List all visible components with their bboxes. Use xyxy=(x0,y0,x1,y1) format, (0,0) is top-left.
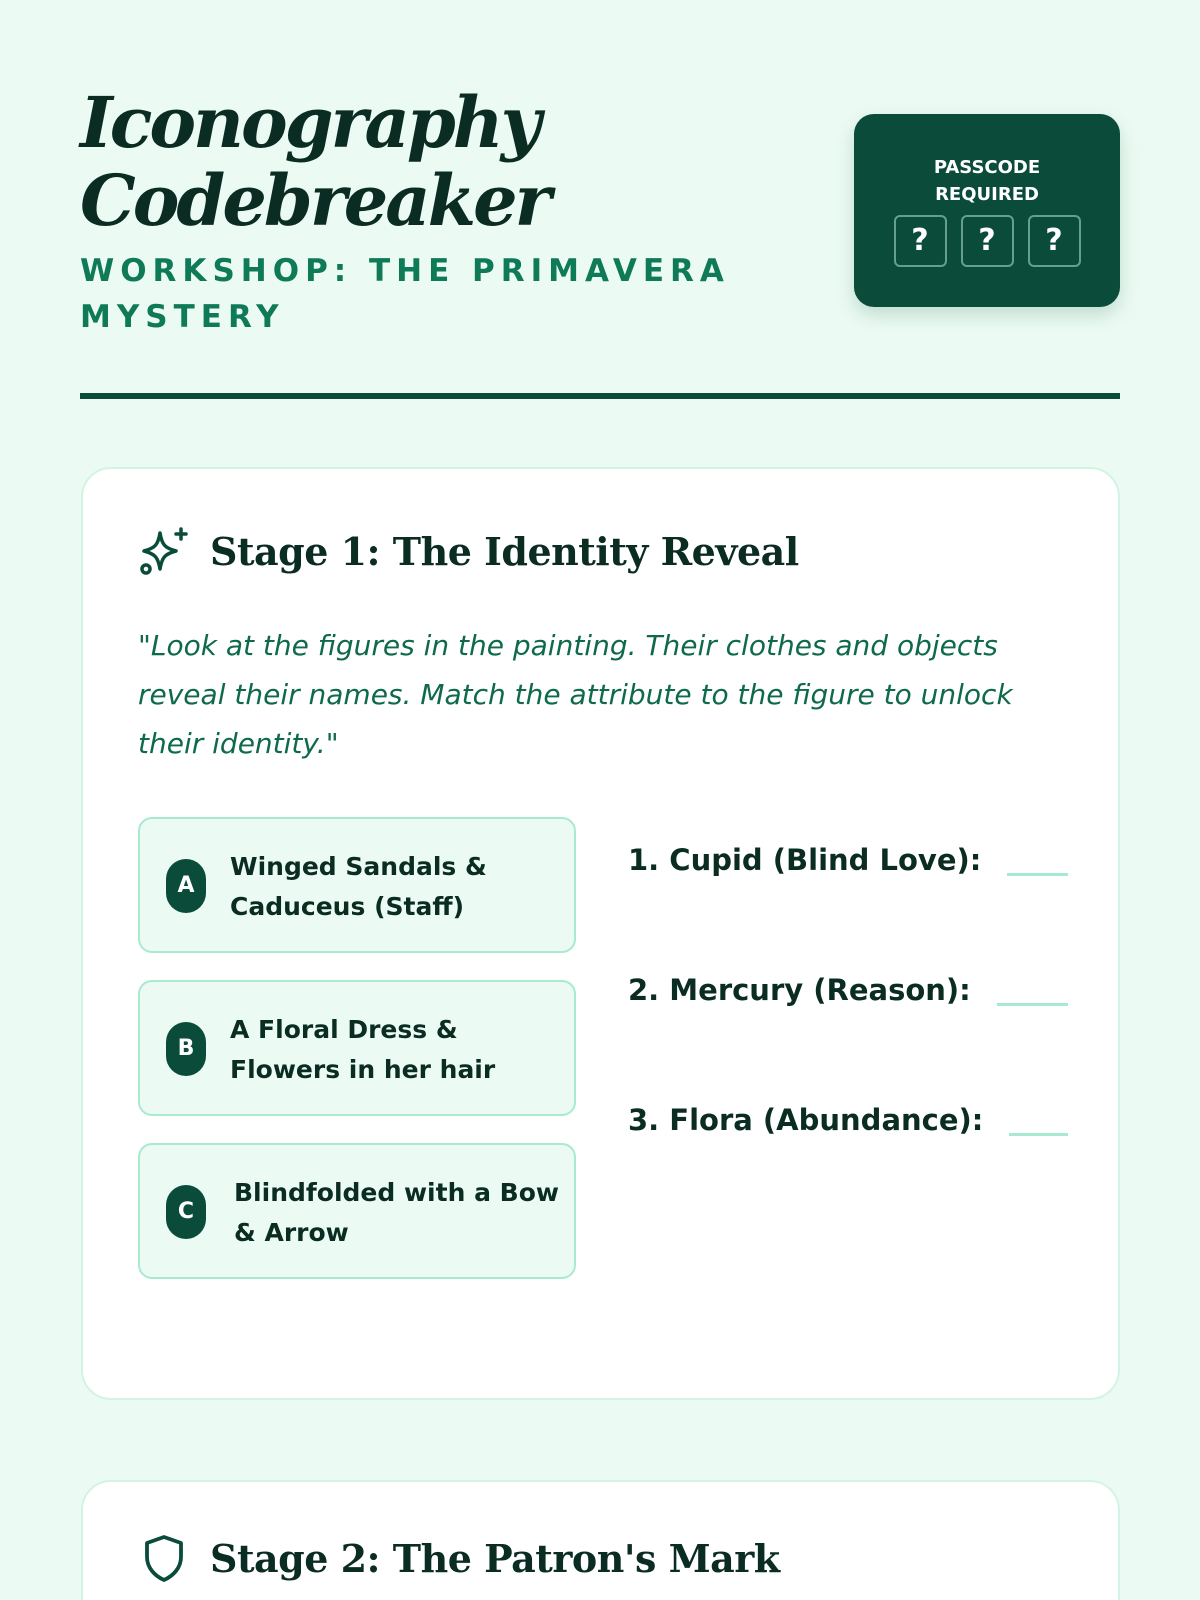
answer-blank[interactable] xyxy=(1009,1133,1068,1136)
passcode-slot-1[interactable]: ? xyxy=(894,215,947,267)
match-label: 3. Flora (Abundance): xyxy=(628,1103,984,1137)
passcode-slots xyxy=(854,215,1120,267)
clue-letter-badge: B xyxy=(166,1022,206,1076)
passcode-panel xyxy=(854,114,1120,307)
title-line-1: Iconography xyxy=(80,81,539,164)
match-row-cupid xyxy=(628,840,1068,880)
stage-2-header xyxy=(138,1532,780,1584)
match-label: 1. Cupid (Blind Love): xyxy=(628,843,982,877)
clue-card-a xyxy=(138,817,576,953)
clue-text: Blindfolded with a Bow & Arrow xyxy=(234,1178,559,1247)
passcode-slot-3[interactable]: ? xyxy=(1028,215,1081,267)
match-row-flora xyxy=(628,1100,1068,1140)
match-row-mercury xyxy=(628,970,1068,1010)
answer-blank[interactable] xyxy=(997,1003,1068,1006)
stage-2-title: Stage 2: The Patron's Mark xyxy=(210,1535,780,1581)
stage-1-header xyxy=(138,525,799,577)
clue-text: Winged Sandals & Caduceus (Staff) xyxy=(230,852,487,921)
stage-1-card xyxy=(81,467,1120,1400)
header-divider xyxy=(80,393,1120,399)
clue-text: A Floral Dress & Flowers in her hair xyxy=(230,1015,496,1084)
answer-blank[interactable] xyxy=(1007,873,1068,876)
clue-letter-badge: A xyxy=(166,859,206,913)
title-line-2: Codebreaker xyxy=(80,159,549,242)
stage-1-instructions: "Look at the figures in the painting. Their clothes and objects reveal their names. Match the attribute to the figure to unlock their identity." xyxy=(138,629,1013,760)
clue-letter-badge: C xyxy=(166,1185,206,1239)
shield-icon xyxy=(138,1532,190,1584)
clue-card-c xyxy=(138,1143,576,1279)
clue-card-b xyxy=(138,980,576,1116)
match-label: 2. Mercury (Reason): xyxy=(628,973,971,1007)
sparkles-icon xyxy=(138,525,190,577)
stage-2-card xyxy=(81,1480,1120,1600)
stage-1-title: Stage 1: The Identity Reveal xyxy=(210,528,799,574)
passcode-label: PASSCODE REQUIRED xyxy=(933,157,1041,205)
passcode-slot-2[interactable]: ? xyxy=(961,215,1014,267)
page-subtitle: WORKSHOP: THE PRIMAVERA MYSTERY xyxy=(80,253,730,335)
